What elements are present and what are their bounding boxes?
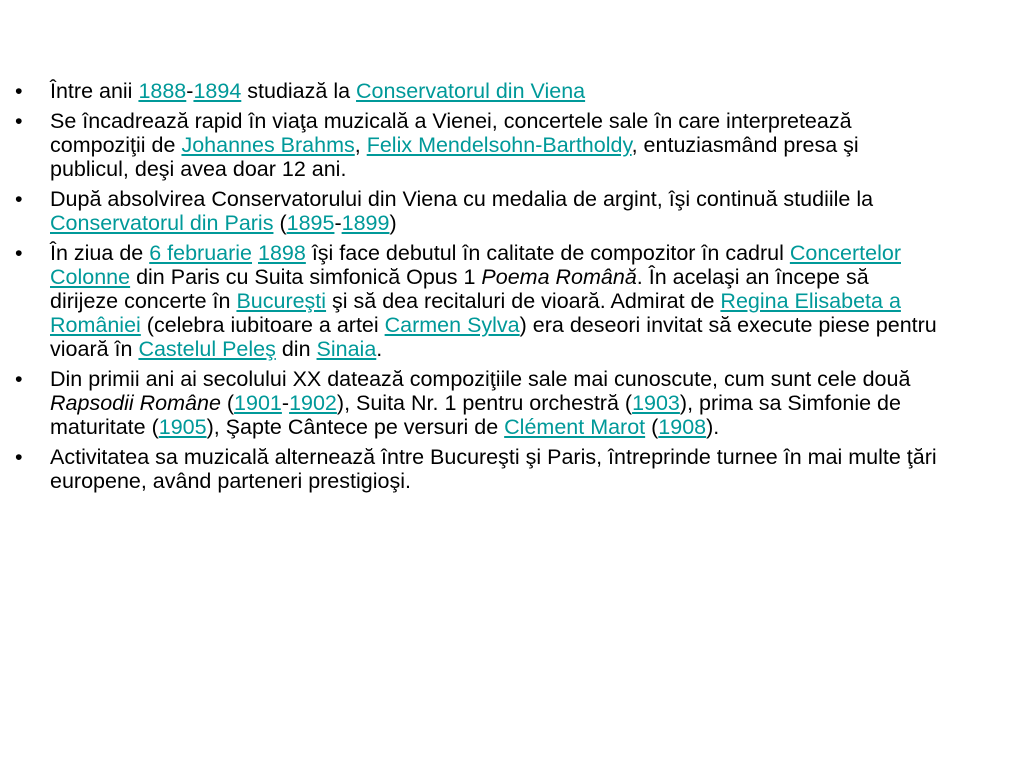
bullet-marker: • <box>15 109 23 133</box>
text-link[interactable]: 1895 <box>286 211 335 235</box>
text-run: , entuziasmând presa şi publicul, deşi avea doar 12 ani. <box>50 133 859 181</box>
text-run: ), prima sa Simfonie de maturitate ( <box>50 391 901 439</box>
text-link[interactable]: Bucureşti <box>236 289 327 313</box>
text-link[interactable]: Johannes Brahms <box>181 133 355 157</box>
bullet-marker: • <box>15 79 23 103</box>
text-run: studiază la <box>241 79 357 103</box>
bullet-text <box>50 79 585 103</box>
text-run: . <box>376 337 383 361</box>
text-link[interactable]: Conservatorul din Paris <box>50 211 274 235</box>
italic-title: Poema Română <box>481 265 637 289</box>
bullet-text <box>50 187 873 235</box>
text-link[interactable]: 1894 <box>193 79 242 103</box>
text-link[interactable]: 1905 <box>158 415 207 439</box>
text-link[interactable]: 1898 <box>258 241 306 265</box>
text-run: În ziua de <box>50 241 150 265</box>
text-run: ( <box>273 211 287 235</box>
text-run: - <box>334 211 342 235</box>
text-run: ), Suita Nr. 1 pentru orchestră ( <box>336 391 633 415</box>
text-link[interactable]: Concertelor Colonne <box>50 241 901 289</box>
text-link[interactable]: Felix Mendelsohn-Bartholdy <box>366 133 632 157</box>
text-run: Între anii <box>50 79 139 103</box>
text-run: îşi face debutul în calitate de compozitor în cadrul <box>305 241 790 265</box>
text-link[interactable]: Regina Elisabeta a României <box>50 289 901 337</box>
bullet-list <box>0 79 940 493</box>
text-run: din Paris cu Suita simfonică Opus 1 <box>130 265 482 289</box>
text-link[interactable]: 1908 <box>658 415 707 439</box>
text-link[interactable]: 1902 <box>289 391 337 415</box>
bullet-marker: • <box>15 241 23 265</box>
text-link[interactable]: 1901 <box>234 391 282 415</box>
bullet-item <box>0 445 940 493</box>
text-run: (celebra iubitoare a artei <box>140 313 385 337</box>
bullet-item <box>0 79 940 103</box>
text-run: ), Şapte Cântece pe versuri de <box>206 415 505 439</box>
text-link[interactable]: 1903 <box>632 391 680 415</box>
text-run: - <box>186 79 194 103</box>
bullet-text <box>50 367 910 439</box>
bullet-text <box>50 241 937 361</box>
bullet-marker: • <box>15 187 23 211</box>
bullet-item <box>0 187 940 235</box>
bullet-text <box>50 109 859 181</box>
text-run: - <box>281 391 290 415</box>
text-link[interactable]: Clément Marot <box>504 415 646 439</box>
bullet-marker: • <box>15 367 23 391</box>
text-run: din <box>275 337 317 361</box>
text-run: După absolvirea Conservatorului din Viena cu medalia de argint, îşi continuă studiile la <box>50 187 874 211</box>
bullet-text <box>50 445 937 493</box>
text-run: ( <box>220 391 235 415</box>
text-link[interactable]: 1888 <box>138 79 187 103</box>
text-link[interactable]: Conservatorul din Viena <box>356 79 586 103</box>
bullet-item <box>0 241 940 361</box>
text-run: . În acelaşi an începe să dirijeze concerte în <box>50 265 869 313</box>
text-run: ( <box>645 415 659 439</box>
italic-title: Rapsodii Române <box>50 391 221 415</box>
text-run: Activitatea sa muzicală alternează între Bucureşti şi Paris, întreprinde turnee în mai multe ţări europene, având parteneri prestigioşi. <box>50 445 937 493</box>
text-link[interactable]: 1899 <box>341 211 390 235</box>
text-run: Din primii ani ai secolului XX datează compoziţiile sale mai cunoscute, cum sunt cele două <box>50 367 911 391</box>
text-link[interactable]: Carmen Sylva <box>384 313 520 337</box>
text-link[interactable]: Sinaia <box>316 337 377 361</box>
text-run: , <box>354 133 367 157</box>
text-run: ). <box>706 415 720 439</box>
text-link[interactable]: Castelul Peleş <box>138 337 276 361</box>
text-link[interactable]: 6 februarie <box>149 241 253 265</box>
text-run: ) <box>389 211 397 235</box>
text-run: ) era deseori invitat să execute piese pentru vioară în <box>50 313 937 361</box>
bullet-item <box>0 367 940 439</box>
bullet-marker: • <box>15 445 23 469</box>
bullet-item <box>0 109 940 181</box>
slide-content <box>0 79 940 499</box>
text-run: şi să dea recitaluri de vioară. Admirat de <box>326 289 721 313</box>
text-run: Se încadrează rapid în viaţa muzicală a Vienei, concertele sale în care interpretează compoziţii de <box>50 109 852 157</box>
